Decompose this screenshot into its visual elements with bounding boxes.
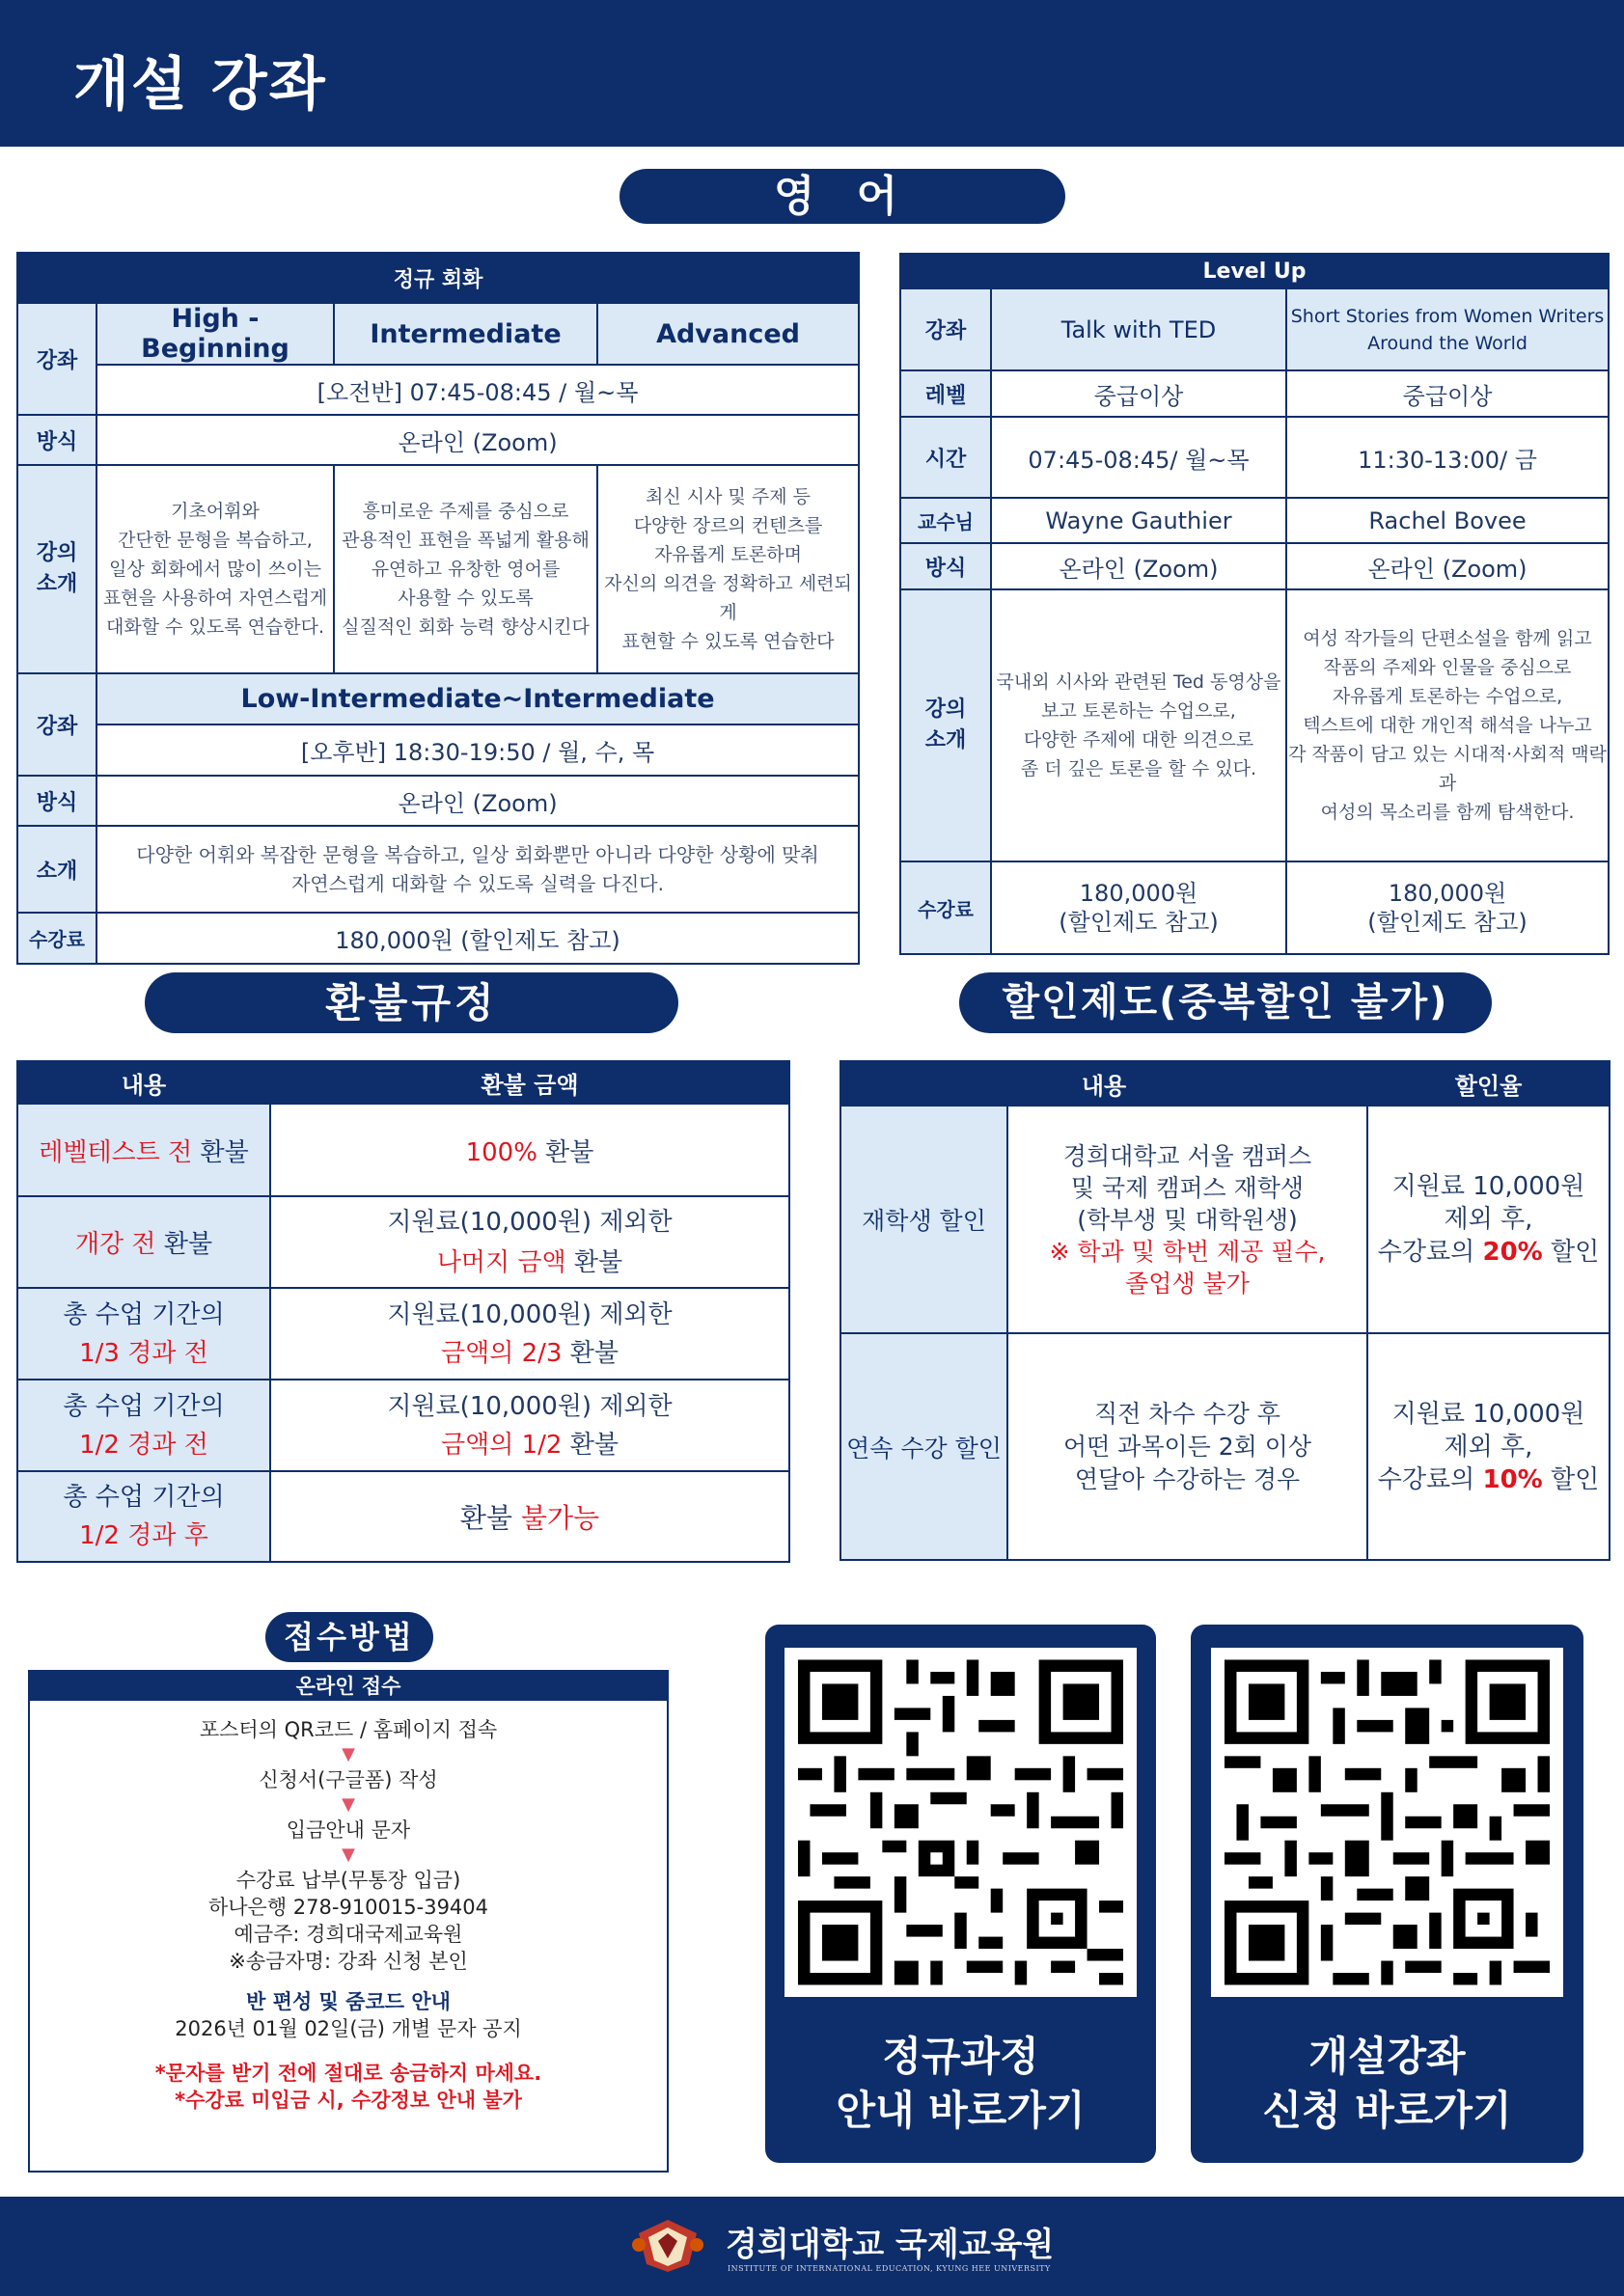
qr-regular-caption[interactable]: 정규과정 안내 바로가기 — [836, 2033, 1086, 2134]
english-section-pill: 영 어 — [619, 169, 1065, 224]
regular-course-table — [16, 252, 860, 965]
step-payment: 수강료 납부(무통장 입금) — [235, 1869, 461, 1892]
refund-row-half-before: 총 수업 기간의 1/2 경과 전 — [17, 1380, 270, 1471]
bank-account: 하나은행 278-910015-39404 — [207, 1896, 489, 1919]
discount-consecutive-rate: 지원료 10,000원 제외 후, 수강료의 10% 할인 — [1367, 1333, 1610, 1560]
label-course-evening: 강좌 — [17, 673, 96, 776]
ted-time: 07:45-08:45/ 월~목 — [991, 417, 1286, 498]
refund-row-half-after: 총 수업 기간의 1/2 경과 후 — [17, 1471, 270, 1562]
ted-level: 중급이상 — [991, 370, 1286, 417]
evening-intro: 다양한 어휘와 복잡한 문형을 복습하고, 일상 회화뿐만 아니라 다양한 상황에 맞춰 자연스럽게 대화할 수 있도록 실력을 다진다. — [96, 826, 859, 913]
refund-section-pill: 환불규정 — [145, 972, 678, 1033]
qr-apply-caption[interactable]: 개설강좌 신청 바로가기 — [1262, 2033, 1512, 2134]
apply-steps — [30, 1701, 667, 2114]
levelup-course-table — [899, 253, 1610, 955]
intro-high-beginning: 기초어휘와 간단한 문형을 복습하고, 일상 회화에서 많이 쓰이는 표현을 사용하여 자연스럽게 대화할 수 있도록 연습한다. — [96, 465, 334, 673]
levelup-label-level: 레벨 — [900, 370, 991, 417]
label-method-evening: 방식 — [17, 776, 96, 826]
morning-time: [오전반] 07:45-08:45 / 월~목 — [96, 365, 859, 415]
levelup-label-course: 강좌 — [900, 288, 991, 370]
discount-consecutive-name: 연속 수강 할인 — [840, 1333, 1007, 1560]
step-qr: 포스터의 QR코드 / 홈페이지 접속 — [199, 1718, 498, 1741]
refund-row-third: 총 수업 기간의 1/3 경과 전 — [17, 1288, 270, 1380]
label-intro: 강의 소개 — [17, 465, 96, 673]
warning-1: *문자를 받기 전에 절대로 송금하지 마세요. — [154, 2062, 542, 2085]
refund-amount-none: 환불 불가능 — [270, 1471, 789, 1562]
stories-method: 온라인 (Zoom) — [1286, 543, 1609, 589]
levelup-title: Level Up — [900, 254, 1609, 288]
refund-table — [16, 1060, 790, 1563]
levelup-label-intro: 강의 소개 — [900, 589, 991, 861]
notice-title: 반 편성 및 줌코드 안내 — [246, 1990, 451, 2013]
ted-fee: 180,000원 (할인제도 참고) — [991, 861, 1286, 954]
morning-method: 온라인 (Zoom) — [96, 415, 859, 465]
account-holder: 예금주: 경희대국제교육원 — [234, 1923, 463, 1946]
intro-advanced: 최신 시사 및 주제 등 다양한 장르의 컨텐츠를 자유롭게 토론하며 자신의 의견을 정확하고 세련되게 표현할 수 있도록 연습한다 — [597, 465, 859, 673]
refund-amount-two-thirds: 지원료(10,000원) 제외한 금액의 2/3 환불 — [270, 1288, 789, 1380]
level-intermediate: Intermediate — [334, 303, 597, 365]
level-high-beginning: High - Beginning — [96, 303, 334, 365]
step-sms: 입금안내 문자 — [286, 1818, 411, 1842]
levelup-label-fee: 수강료 — [900, 861, 991, 954]
evening-method: 온라인 (Zoom) — [96, 776, 859, 826]
refund-col-amount: 환불 금액 — [270, 1061, 789, 1104]
university-emblem-icon — [629, 2216, 706, 2276]
sender-name-note: ※송금자명: 강좌 신청 본인 — [229, 1950, 468, 1973]
intro-intermediate: 흥미로운 주제를 중심으로 관용적인 표현을 폭넓게 활용해 유연하고 유창한 영어를 사용할 수 있도록 실질적인 회화 능력 향상시킨다 — [334, 465, 597, 673]
discount-table — [840, 1060, 1610, 1561]
discount-student-desc: 경희대학교 서울 캠퍼스 및 국제 캠퍼스 재학생 (학부생 및 대학원생) ※ 학과 및 학번 제공 필수, 졸업생 불가 — [1007, 1106, 1367, 1333]
step-form: 신청서(구글폼) 작성 — [259, 1768, 438, 1791]
refund-row-before-leveltest: 레벨테스트 전 환불 — [17, 1104, 270, 1196]
footer-institute-sub: INSTITUTE OF INTERNATIONAL EDUCATION, KYUNG HEE UNIVERSITY — [728, 2264, 1051, 2273]
footer — [0, 2197, 1624, 2296]
label-method: 방식 — [17, 415, 96, 465]
qr-code-apply[interactable] — [1211, 1648, 1563, 1997]
discount-col-content: 내용 — [840, 1061, 1367, 1106]
qr-card-regular[interactable] — [765, 1625, 1156, 2163]
arrow-icon: ▼ — [342, 1744, 355, 1764]
regular-title: 정규 회화 — [17, 253, 859, 303]
qr-code-regular[interactable] — [784, 1648, 1137, 1997]
course-short-stories: Short Stories from Women Writers Around the World — [1286, 288, 1609, 370]
stories-prof: Rachel Bovee — [1286, 498, 1609, 543]
label-fee: 수강료 — [17, 913, 96, 964]
footer-institute-name: 경희대학교 국제교육원 — [726, 2226, 1055, 2264]
apply-box — [28, 1670, 669, 2173]
apply-title: 온라인 접수 — [30, 1672, 667, 1701]
discount-section-pill: 할인제도(중복할인 불가) — [959, 972, 1492, 1033]
page-header — [0, 0, 1624, 147]
label-course: 강좌 — [17, 303, 96, 415]
levelup-label-prof: 교수님 — [900, 498, 991, 543]
arrow-icon: ▼ — [342, 1794, 355, 1815]
notice-date: 2026년 01월 02일(금) 개별 문자 공지 — [175, 2017, 522, 2040]
discount-student-rate: 지원료 10,000원 제외 후, 수강료의 20% 할인 — [1367, 1106, 1610, 1333]
warning-2: *수강료 미입금 시, 수강정보 안내 불가 — [175, 2089, 522, 2112]
discount-consecutive-desc: 직전 차수 수강 후 어떤 과목이든 2회 이상 연달아 수강하는 경우 — [1007, 1333, 1367, 1560]
refund-row-before-start: 개강 전 환불 — [17, 1196, 270, 1288]
discount-student-name: 재학생 할인 — [840, 1106, 1007, 1333]
stories-level: 중급이상 — [1286, 370, 1609, 417]
refund-amount-full: 100% 환불 — [270, 1104, 789, 1196]
refund-col-content: 내용 — [17, 1061, 270, 1104]
discount-col-rate: 할인율 — [1367, 1061, 1610, 1106]
stories-fee: 180,000원 (할인제도 참고) — [1286, 861, 1609, 954]
regular-fee: 180,000원 (할인제도 참고) — [96, 913, 859, 964]
stories-time: 11:30-13:00/ 금 — [1286, 417, 1609, 498]
qr-card-apply[interactable] — [1191, 1625, 1583, 2163]
ted-intro: 국내외 시사와 관련된 Ted 동영상을 보고 토론하는 수업으로, 다양한 주제에 대한 의견으로 좀 더 깊은 토론을 할 수 있다. — [991, 589, 1286, 861]
stories-intro: 여성 작가들의 단편소설을 함께 읽고 작품의 주제와 인물을 중심으로 자유롭게 토론하는 수업으로, 텍스트에 대한 개인적 해석을 나누고 각 작품이 담고 있는 시대적·사회적 맥락과 여성의 목소리를 함께 탐색한다. — [1286, 589, 1609, 861]
levelup-label-time: 시간 — [900, 417, 991, 498]
page-title: 개설 강좌 — [73, 51, 327, 119]
ted-method: 온라인 (Zoom) — [991, 543, 1286, 589]
evening-time: [오후반] 18:30-19:50 / 월, 수, 목 — [96, 724, 859, 776]
arrow-icon: ▼ — [342, 1845, 355, 1865]
label-intro-evening: 소개 — [17, 826, 96, 913]
levelup-label-method: 방식 — [900, 543, 991, 589]
ted-prof: Wayne Gauthier — [991, 498, 1286, 543]
course-talk-with-ted: Talk with TED — [991, 288, 1286, 370]
refund-amount-remaining: 지원료(10,000원) 제외한 나머지 금액 환불 — [270, 1196, 789, 1288]
evening-level: Low-Intermediate~Intermediate — [96, 673, 859, 724]
apply-section-pill: 접수방법 — [265, 1612, 433, 1662]
refund-amount-half: 지원료(10,000원) 제외한 금액의 1/2 환불 — [270, 1380, 789, 1471]
level-advanced: Advanced — [597, 303, 859, 365]
